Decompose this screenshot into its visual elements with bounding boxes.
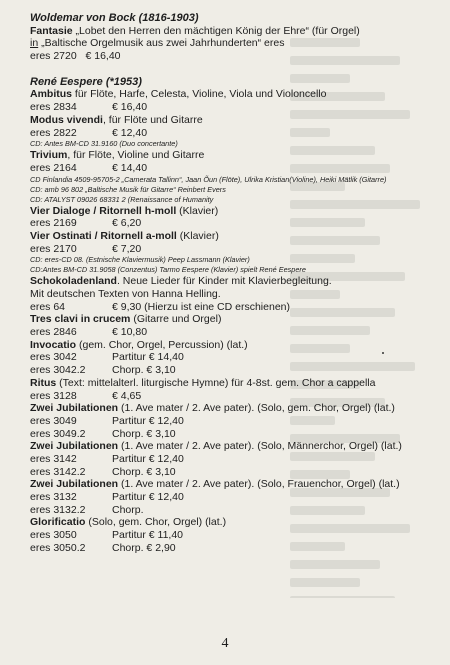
cd-reference: CD:Antes BM-CD 31.9058 (Conzentus) Tarmo Eespere (Klavier) spielt René Eespere xyxy=(30,265,306,275)
work-title: Vier Ostinati / Ritornell a-moll xyxy=(30,229,177,242)
work-title: Trivium xyxy=(30,149,68,162)
price: € 14,40 xyxy=(112,161,148,174)
work-title: Fantasie xyxy=(30,24,73,37)
price: € 16,40 xyxy=(112,101,148,114)
price: € 6,20 xyxy=(112,217,142,230)
work-title: Ritus xyxy=(30,376,57,389)
catalog-number: eres 3050.2 xyxy=(30,541,86,554)
price-line xyxy=(30,217,440,230)
work-entry xyxy=(30,478,440,491)
work-description: (Text: mittelalterl. liturgische Hymne) für 4-8st. gem. Chor a cappella xyxy=(56,376,376,389)
work-entry xyxy=(30,149,440,162)
price: € 16,40 xyxy=(85,50,121,63)
bleed-line xyxy=(290,560,380,569)
work-description: (1. Ave mater / 2. Ave pater). (Solo, Frauenchor, Orgel) (lat.) xyxy=(118,478,400,491)
catalog-number: eres 3042.2 xyxy=(30,364,86,377)
bleed-line xyxy=(290,596,395,598)
catalog-number: eres 2720 xyxy=(30,50,77,63)
catalog-number: eres 2834 xyxy=(30,101,77,114)
work-description: (Gitarre und Orgel) xyxy=(130,313,222,326)
composer-heading-bock: Woldemar von Bock (1816-1903) xyxy=(30,12,199,24)
price-line xyxy=(30,50,440,63)
cd-reference: CD: eres-CD 08. (Estnische Klaviermusik) Peep Lassmann (Klavier) xyxy=(30,255,250,265)
price-line xyxy=(30,390,440,403)
catalog-number: eres 3142 xyxy=(30,452,77,465)
work-description: . Neue Lieder für Kinder mit Klavierbegleitung. xyxy=(116,275,332,288)
collection-title: „Baltische Orgelmusik aus zwei Jahrhunderten“ eres xyxy=(38,37,285,50)
work-title: Modus vivendi xyxy=(30,113,103,126)
price: Chorp. xyxy=(112,503,144,516)
cd-reference: CD: ATALYST 09026 68331 2 (Renaissance of Humanity xyxy=(30,194,214,204)
work-description: (gem. Chor, Orgel, Percussion) (lat.) xyxy=(76,338,248,351)
price: Chorp. € 3,10 xyxy=(112,364,176,377)
page-number: 4 xyxy=(221,636,229,651)
price-line xyxy=(30,243,440,256)
work-description: (Klavier) xyxy=(176,229,219,242)
catalog-number: eres 3132 xyxy=(30,491,77,503)
work-entry xyxy=(30,205,440,218)
work-title: Ambitus xyxy=(30,88,72,101)
catalog-number: eres 3049.2 xyxy=(30,427,86,440)
work-entry xyxy=(30,313,440,326)
catalog-number: eres 3132.2 xyxy=(30,503,86,516)
speck xyxy=(382,352,384,354)
price-line xyxy=(30,466,440,479)
work-description: (1. Ave mater / 2. Ave pater). (Solo, gem. Chor, Orgel) (lat.) xyxy=(118,402,395,415)
work-title: Zwei Jubilationen xyxy=(30,402,119,415)
work-title: Vier Dialoge / Ritornell h-moll xyxy=(30,204,177,217)
catalog-number: eres 2169 xyxy=(30,217,77,230)
price: € 10,80 xyxy=(112,326,148,339)
work-title: Schokoladenland xyxy=(30,275,117,288)
price-line xyxy=(30,491,440,504)
price-line xyxy=(30,415,440,428)
work-entry xyxy=(30,230,440,243)
price-line xyxy=(30,351,440,364)
catalog-number: eres 64 xyxy=(30,300,66,313)
in-prefix: in xyxy=(30,37,39,50)
cd-reference: CD: Antes BM-CD 31.9160 (Duo concertante) xyxy=(30,139,178,149)
price: Partitur € 12,40 xyxy=(112,414,184,427)
plain-text-line: Mit deutschen Texten von Hanna Helling. xyxy=(30,288,221,300)
catalog-number: eres 3050 xyxy=(30,529,77,542)
price-line xyxy=(30,428,440,441)
price-line xyxy=(30,326,440,339)
bleed-line xyxy=(290,578,360,587)
catalog-number: eres 3049 xyxy=(30,414,77,427)
price: € 7,20 xyxy=(112,242,142,255)
eespere-works-list xyxy=(30,88,440,554)
price: Partitur € 12,40 xyxy=(112,491,184,503)
catalog-number: eres 3142.2 xyxy=(30,465,86,478)
work-description: , für Flöte und Gitarre xyxy=(102,113,203,126)
catalog-number: eres 2822 xyxy=(30,126,77,139)
work-entry xyxy=(30,88,440,101)
work-title: Glorificatio xyxy=(30,516,86,529)
price: € 9,30 (Hierzu ist eine CD erschienen) xyxy=(112,300,290,313)
composer-heading-eespere: René Eespere (*1953) xyxy=(30,75,142,88)
catalog-number: eres 2846 xyxy=(30,326,77,339)
work-entry xyxy=(30,516,440,529)
work-entry xyxy=(30,114,440,127)
work-entry xyxy=(30,402,440,415)
work-description: für Flöte, Harfe, Celesta, Violine, Viola und Violoncello xyxy=(72,88,327,101)
price-line xyxy=(30,301,440,314)
price-line xyxy=(30,529,440,542)
price-line xyxy=(30,504,440,517)
catalog-number: eres 3128 xyxy=(30,389,77,402)
work-entry xyxy=(30,339,440,352)
work-description: (1. Ave mater / 2. Ave pater). (Solo, Männerchor, Orgel) (lat.) xyxy=(118,440,402,453)
cd-reference: CD Finlandia 4509-95705-2 „Camerata Tallinn“, Jaan Õun (Flöte), Ulrika Kristian(Violine), Heiki Mätlik (Gitarre) xyxy=(30,174,387,184)
catalog-number: eres 3042 xyxy=(30,351,77,364)
price-line xyxy=(30,101,440,114)
catalog-number: eres 2170 xyxy=(30,242,77,255)
work-description: (Solo, gem. Chor, Orgel) (lat.) xyxy=(85,516,227,529)
price: Chorp. € 2,90 xyxy=(112,541,176,554)
work-description: (Klavier) xyxy=(176,204,219,217)
price: € 12,40 xyxy=(112,126,148,139)
catalog-content xyxy=(30,12,440,554)
work-title: Invocatio xyxy=(30,338,77,351)
price-line xyxy=(30,542,440,555)
work-title: Tres clavi in crucem xyxy=(30,313,131,326)
price: € 4,65 xyxy=(112,389,142,402)
price: Chorp. € 3,10 xyxy=(112,465,176,478)
work-title: Zwei Jubilationen xyxy=(30,478,119,491)
work-entry-fantasie xyxy=(30,25,440,38)
price: Partitur € 11,40 xyxy=(112,529,184,542)
price-line xyxy=(30,162,440,175)
price: Chorp. € 3,10 xyxy=(112,427,176,440)
collection-line xyxy=(30,37,440,50)
work-description: „Lobet den Herren den mächtigen König der Ehre“ (für Orgel) xyxy=(72,24,360,37)
price-line xyxy=(30,453,440,466)
price-line xyxy=(30,364,440,377)
price-line xyxy=(30,127,440,140)
price: Partitur € 12,40 xyxy=(112,452,184,465)
work-title: Zwei Jubilationen xyxy=(30,440,119,453)
cd-reference: CD: amb 96 802 „Baltische Musik für Gitarre“ Reinbert Evers xyxy=(30,184,226,194)
work-entry xyxy=(30,275,440,288)
work-entry xyxy=(30,377,440,390)
price: Partitur € 14,40 xyxy=(112,351,184,364)
catalog-number: eres 2164 xyxy=(30,161,77,174)
work-entry xyxy=(30,440,440,453)
work-description: , für Flöte, Violine und Gitarre xyxy=(67,149,205,162)
